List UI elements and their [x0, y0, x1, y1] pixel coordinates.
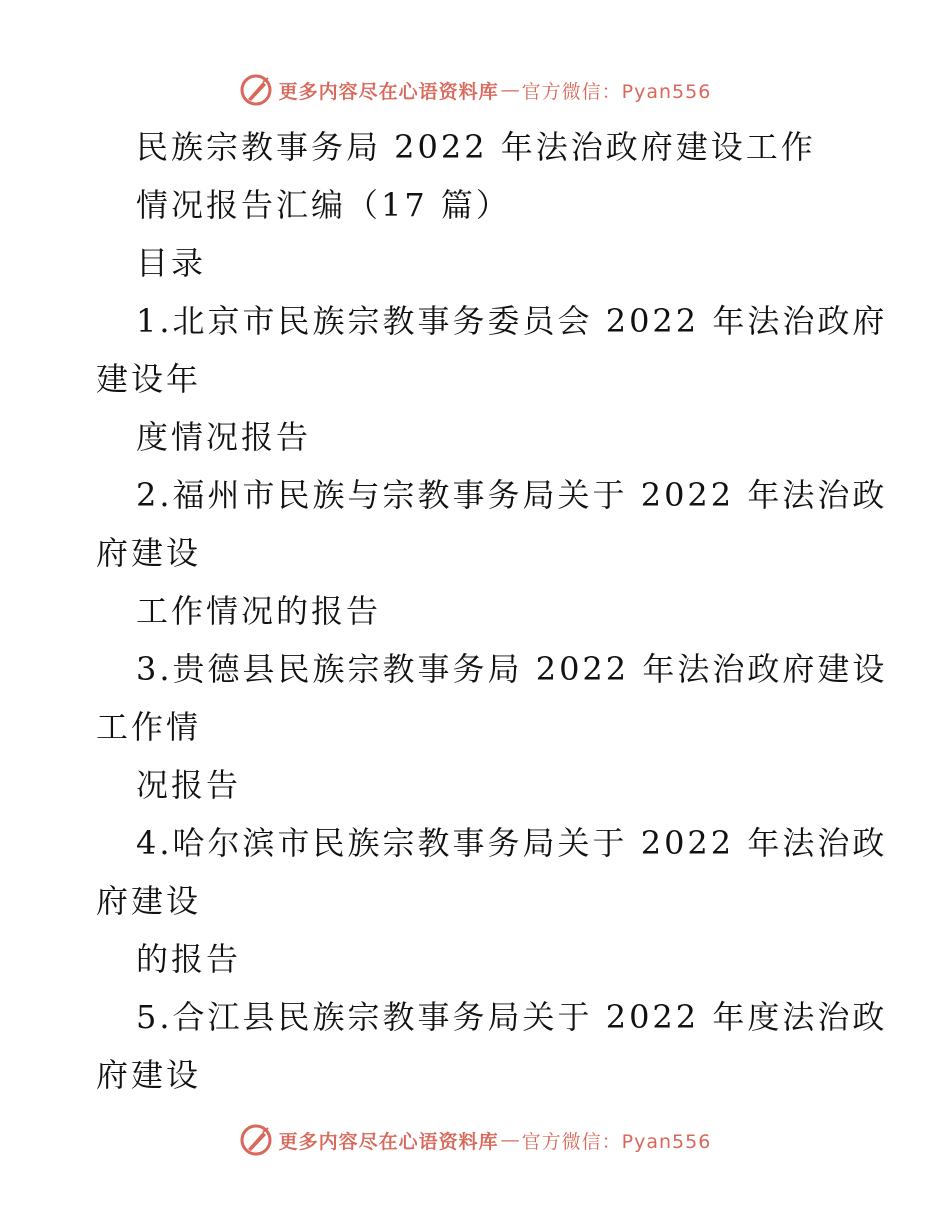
toc-item-3-line-1: 3.贵德县民族宗教事务局 2022 年法治政府建设 [136, 650, 888, 688]
doc-title-line-1: 民族宗教事务局 2022 年法治政府建设工作 [136, 128, 816, 166]
quill-logo-icon [239, 1123, 273, 1157]
quill-logo-icon [239, 73, 273, 107]
toc-item-3-line-3: 况报告 [136, 766, 242, 804]
banner-wechat: 官方微信：Pyan556 [521, 80, 712, 103]
toc-item-1-line-2: 建设年 [96, 360, 202, 398]
toc-item-2-line-1: 2.福州市民族与宗教事务局关于 2022 年法治政 [136, 476, 888, 514]
toc-heading: 目录 [136, 244, 207, 282]
banner-wechat: 官方微信：Pyan556 [521, 1130, 712, 1153]
toc-item-2-line-2: 府建设 [96, 534, 202, 572]
banner-dash: — [500, 1129, 520, 1151]
toc-item-5-line-1: 5.合江县民族宗教事务局关于 2022 年度法治政 [136, 998, 888, 1036]
toc-item-1-line-1: 1.北京市民族宗教事务委员会 2022 年法治政府 [136, 302, 888, 340]
toc-item-4-line-1: 4.哈尔滨市民族宗教事务局关于 2022 年法治政 [136, 824, 888, 862]
toc-item-4-line-3: 的报告 [136, 940, 242, 978]
banner-text: 更多内容尽在心语资料库 [278, 80, 499, 103]
document-body [96, 118, 888, 1104]
toc-item-3-line-2: 工作情 [96, 708, 202, 746]
toc-item-2-line-3: 工作情况的报告 [136, 592, 382, 630]
toc-item-4-line-2: 府建设 [96, 882, 202, 920]
banner-dash: — [500, 79, 520, 101]
toc-item-1-line-3: 度情况报告 [136, 418, 312, 456]
footer-watermark-banner [0, 1120, 950, 1160]
doc-title-line-2: 情况报告汇编（17 篇） [136, 186, 511, 224]
header-watermark-banner [0, 70, 950, 110]
toc-item-5-line-2: 府建设 [96, 1056, 202, 1094]
banner-text: 更多内容尽在心语资料库 [278, 1130, 499, 1153]
